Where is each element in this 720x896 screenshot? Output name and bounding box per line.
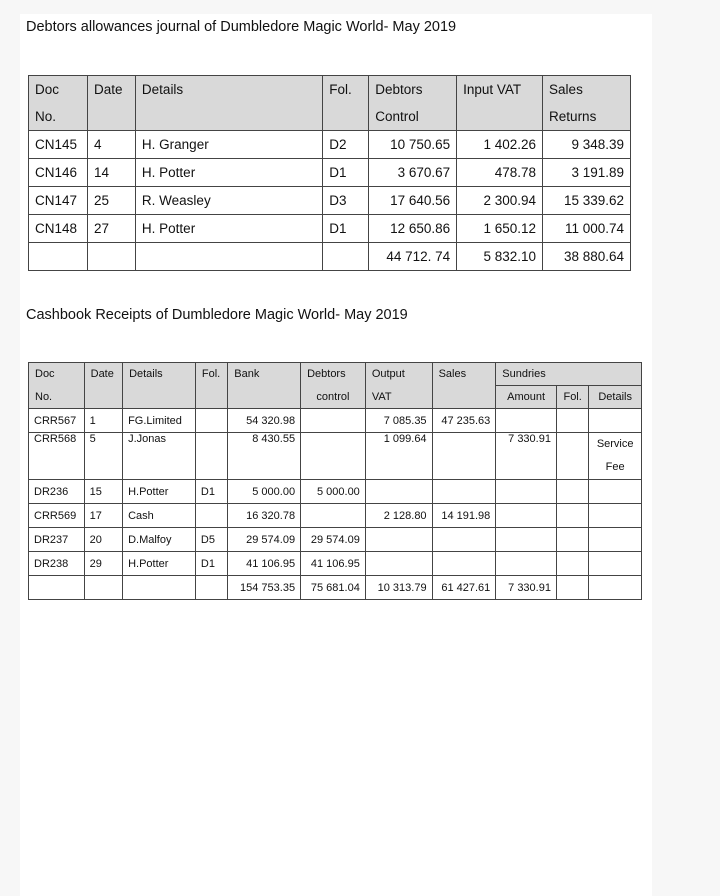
cell-date: 17 (84, 504, 122, 528)
cell-debtors: 12 650.86 (369, 215, 457, 243)
cell-sundries-fol (556, 552, 588, 576)
cell-details: H. Potter (135, 159, 322, 187)
table-header-row (29, 103, 631, 131)
cell-doc: CRR569 (29, 504, 85, 528)
table-header-row (29, 76, 631, 104)
cell-sundries-amount (496, 409, 557, 433)
cell-date: 20 (84, 528, 122, 552)
header-sundries-fol: Fol. (556, 386, 588, 409)
total-debtors: 75 681.04 (301, 576, 366, 600)
cell-doc: CN145 (29, 131, 88, 159)
totals-row (29, 576, 642, 600)
cell-date: 25 (87, 187, 135, 215)
cell-debtors: 41 106.95 (301, 552, 366, 576)
total-bank: 154 753.35 (228, 576, 301, 600)
cell-sales (432, 433, 496, 480)
cell-details: FG.Limited (123, 409, 196, 433)
cell-debtors: 5 000.00 (301, 480, 366, 504)
cell-sundries-fol (556, 528, 588, 552)
cell-fol: D1 (323, 159, 369, 187)
cashbook-receipts-table (28, 362, 642, 600)
cell-sundries-details (589, 409, 642, 433)
cell-fol: D5 (195, 528, 227, 552)
cell-details: Cash (123, 504, 196, 528)
cell-vat: 1 099.64 (365, 433, 432, 480)
cell-sales: 3 191.89 (543, 159, 631, 187)
total-debtors: 44 712. 74 (369, 243, 457, 271)
header-doc-line2: No. (29, 386, 85, 409)
cell-sales: 9 348.39 (543, 131, 631, 159)
cell-vat: 2 300.94 (457, 187, 543, 215)
cell-vat: 1 402.26 (457, 131, 543, 159)
cell-sundries-amount (496, 552, 557, 576)
cell-bank: 54 320.98 (228, 409, 301, 433)
header-doc: Doc (29, 76, 88, 104)
cell-debtors (301, 433, 366, 480)
header-input-vat: Input VAT (457, 76, 543, 104)
cell-debtors: 10 750.65 (369, 131, 457, 159)
cashbook-title: Cashbook Receipts of Dumbledore Magic World- May 2019 (26, 307, 408, 323)
cell-sundries-amount: 7 330.91 (496, 433, 557, 480)
cell-bank: 41 106.95 (228, 552, 301, 576)
cell-doc: DR238 (29, 552, 85, 576)
cell-fol (195, 504, 227, 528)
cell-debtors: 29 574.09 (301, 528, 366, 552)
header-output-vat: Output (365, 363, 432, 386)
sundries-details-text: Service Fee (596, 438, 634, 473)
cell-bank: 5 000.00 (228, 480, 301, 504)
total-sales: 38 880.64 (543, 243, 631, 271)
cell-bank: 16 320.78 (228, 504, 301, 528)
cell-sales (432, 552, 496, 576)
debtors-allowances-journal-table (28, 75, 631, 271)
total-sales: 61 427.61 (432, 576, 496, 600)
header-output-vat-line2: VAT (365, 386, 432, 409)
cell-details: H.Potter (123, 480, 196, 504)
cell-doc: DR236 (29, 480, 85, 504)
cell-fol: D2 (323, 131, 369, 159)
total-sundries-amount: 7 330.91 (496, 576, 557, 600)
header-sales-line2: Returns (543, 103, 631, 131)
cell-date: 27 (87, 215, 135, 243)
header-debtors-line2: Control (369, 103, 457, 131)
total-vat: 10 313.79 (365, 576, 432, 600)
cell-details: H.Potter (123, 552, 196, 576)
cell-sundries-fol (556, 409, 588, 433)
cell-details: H. Granger (135, 131, 322, 159)
cell-doc: CRR567 (29, 409, 85, 433)
table-row (29, 528, 642, 552)
cell-details: R. Weasley (135, 187, 322, 215)
cell-bank: 8 430.55 (228, 433, 301, 480)
cell-doc: CN148 (29, 215, 88, 243)
table-row (29, 409, 642, 433)
cell-sales: 47 235.63 (432, 409, 496, 433)
cell-date: 29 (84, 552, 122, 576)
cell-vat (365, 480, 432, 504)
header-sales: Sales (432, 363, 496, 386)
table-row (29, 215, 631, 243)
cell-sundries-amount (496, 528, 557, 552)
cell-doc: CRR568 (29, 433, 85, 480)
total-vat: 5 832.10 (457, 243, 543, 271)
cell-debtors (301, 504, 366, 528)
cell-sales (432, 528, 496, 552)
cell-date: 1 (84, 409, 122, 433)
cell-sundries-fol (556, 433, 588, 480)
cell-debtors: 3 670.67 (369, 159, 457, 187)
table-header-row (29, 363, 642, 386)
cell-sundries-details (589, 433, 642, 480)
header-details: Details (135, 76, 322, 104)
cell-doc: DR237 (29, 528, 85, 552)
header-sales: Sales (543, 76, 631, 104)
table-row (29, 131, 631, 159)
cell-sales (432, 480, 496, 504)
cell-fol (195, 433, 227, 480)
header-sundries-amount: Amount (496, 386, 557, 409)
cell-doc: CN147 (29, 187, 88, 215)
cell-vat (365, 552, 432, 576)
journal-title: Debtors allowances journal of Dumbledore Magic World- May 2019 (26, 19, 457, 35)
cell-details: D.Malfoy (123, 528, 196, 552)
cell-sales: 15 339.62 (543, 187, 631, 215)
cell-vat: 478.78 (457, 159, 543, 187)
cell-sundries-amount (496, 480, 557, 504)
cell-sundries-details (589, 480, 642, 504)
header-fol: Fol. (323, 76, 369, 104)
cell-sundries-details (589, 552, 642, 576)
cell-fol: D1 (323, 215, 369, 243)
cell-vat: 2 128.80 (365, 504, 432, 528)
header-debtors: Debtors (301, 363, 366, 386)
cell-details: H. Potter (135, 215, 322, 243)
cell-date: 14 (87, 159, 135, 187)
table-row (29, 433, 642, 480)
cell-date: 15 (84, 480, 122, 504)
cell-debtors (301, 409, 366, 433)
table-row (29, 159, 631, 187)
cell-vat (365, 528, 432, 552)
cell-vat: 7 085.35 (365, 409, 432, 433)
header-sundries: Sundries (496, 363, 642, 386)
header-date: Date (87, 76, 135, 104)
cell-sundries-amount (496, 504, 557, 528)
table-row (29, 187, 631, 215)
cell-fol: D3 (323, 187, 369, 215)
header-bank: Bank (228, 363, 301, 386)
header-debtors: Debtors (369, 76, 457, 104)
header-doc: Doc (29, 363, 85, 386)
header-date: Date (84, 363, 122, 386)
cell-doc: CN146 (29, 159, 88, 187)
cell-fol (195, 409, 227, 433)
header-sundries-details: Details (589, 386, 642, 409)
table-header-row (29, 386, 642, 409)
cell-sales: 11 000.74 (543, 215, 631, 243)
table-row (29, 480, 642, 504)
cell-fol: D1 (195, 552, 227, 576)
header-details: Details (123, 363, 196, 386)
header-doc-line2: No. (29, 103, 88, 131)
cell-date: 4 (87, 131, 135, 159)
header-debtors-line2: control (301, 386, 366, 409)
cell-debtors: 17 640.56 (369, 187, 457, 215)
cell-vat: 1 650.12 (457, 215, 543, 243)
table-row (29, 504, 642, 528)
table-row (29, 552, 642, 576)
header-fol: Fol. (195, 363, 227, 386)
cell-sundries-details (589, 528, 642, 552)
cell-date: 5 (84, 433, 122, 480)
cell-sales: 14 191.98 (432, 504, 496, 528)
cell-sundries-details (589, 504, 642, 528)
cell-fol: D1 (195, 480, 227, 504)
cell-sundries-fol (556, 480, 588, 504)
totals-row (29, 243, 631, 271)
cell-sundries-fol (556, 504, 588, 528)
cell-bank: 29 574.09 (228, 528, 301, 552)
cell-details: J.Jonas (123, 433, 196, 480)
